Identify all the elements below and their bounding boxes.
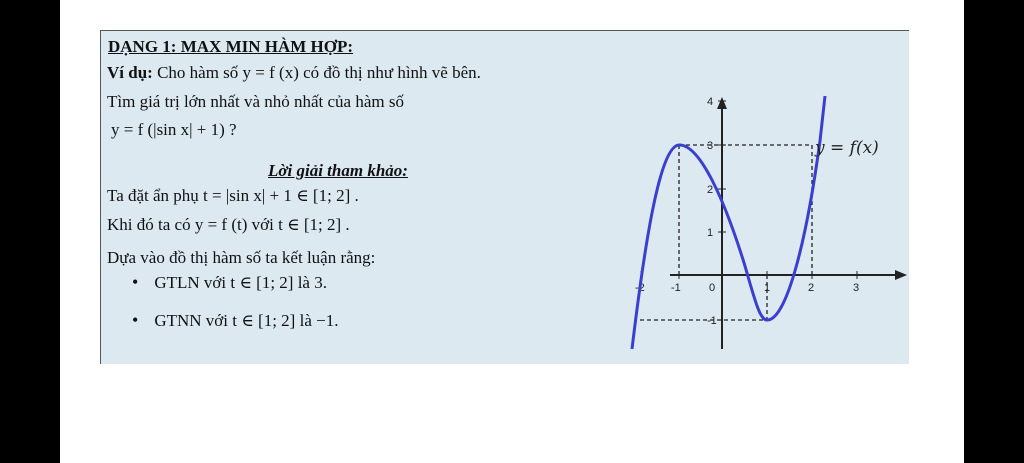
function-curve [632, 96, 825, 349]
x-axis-arrow-icon [895, 270, 907, 280]
curve-label: y = f(x) [815, 138, 879, 158]
question-formula: y = f (|sin x| + 1) ? [111, 120, 237, 139]
example-text: Cho hàm số y = f (x) có đồ thị như hình vẽ bên. [152, 63, 481, 82]
conclusion-line: Dựa vào đồ thị hàm số ta kết luận rằng: [107, 248, 376, 267]
question-line: Tìm giá trị lớn nhất và nhỏ nhất của hàm số [107, 92, 404, 111]
section-title: DẠNG 1: MAX MIN HÀM HỢP: [108, 37, 354, 56]
bullet-min [132, 310, 338, 331]
solution-heading: Lời giải tham khảo: [268, 161, 408, 180]
y-tick-label: -1 [707, 315, 717, 327]
x-tick-label: 0 [709, 282, 716, 294]
bullet-dot: • [132, 310, 139, 330]
x-tick-label: -1 [671, 282, 681, 294]
y-tick-label: 4 [707, 96, 714, 108]
x-tick-label: 2 [808, 282, 815, 294]
content-panel [100, 30, 909, 364]
y-tick-label: 2 [707, 184, 714, 196]
bullet-max-text: GTLN với t ∈ [1; 2] là 3. [154, 273, 327, 292]
x-tick-label: -2 [635, 282, 645, 294]
y-axis-arrow-icon [717, 97, 727, 109]
document-page [60, 0, 964, 463]
bullet-min-text: GTNN với t ∈ [1; 2] là −1. [154, 311, 339, 330]
function-graph [635, 91, 915, 354]
y-tick-label: 1 [707, 227, 714, 239]
x-tick-label: 3 [853, 282, 860, 294]
y-tick-label: 3 [707, 140, 714, 152]
then-line: Khi đó ta có y = f (t) với t ∈ [1; 2] . [107, 215, 350, 234]
bullet-max [132, 272, 327, 293]
x-tick-label: 1 [764, 282, 771, 294]
example-label: Ví dụ: [107, 63, 153, 82]
example-line [107, 63, 481, 83]
bullet-dot: • [132, 272, 139, 292]
substitution-line: Ta đặt ẩn phụ t = |sin x| + 1 ∈ [1; 2] . [107, 186, 359, 205]
